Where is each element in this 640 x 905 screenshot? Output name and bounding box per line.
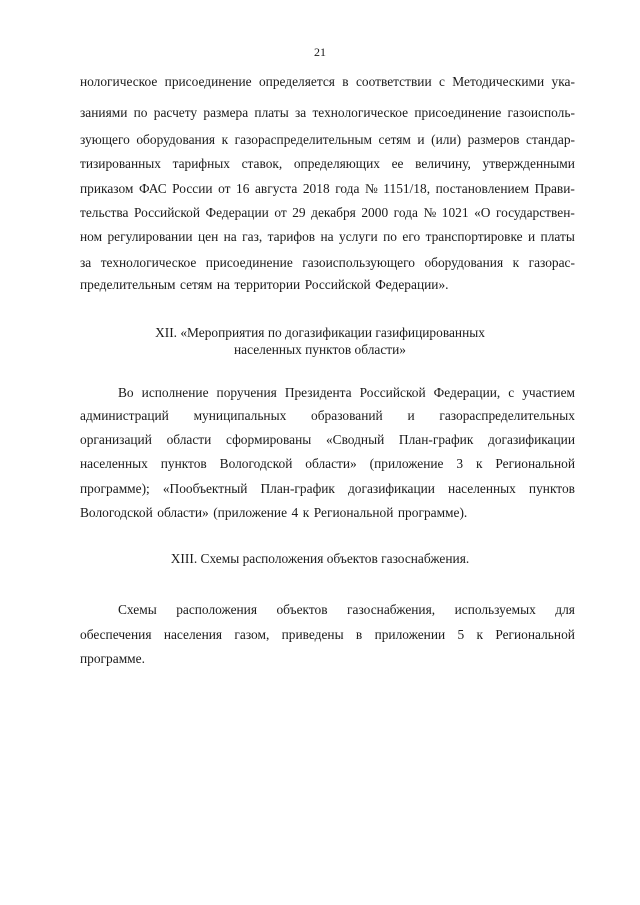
- word: газоиспользующего: [302, 255, 415, 270]
- word: транспортировке: [425, 229, 523, 244]
- word: сетям: [179, 277, 213, 292]
- word: «Пообъектный: [162, 481, 248, 496]
- word: за: [294, 105, 307, 120]
- word: организаций: [80, 432, 152, 447]
- word: к: [475, 456, 483, 471]
- word: муниципальных: [193, 408, 287, 423]
- word: №: [364, 181, 378, 196]
- word: газ,: [242, 229, 263, 244]
- paragraph-2-line-1: [118, 385, 575, 401]
- word: образований: [311, 408, 383, 423]
- word: за: [80, 255, 92, 270]
- word: его: [402, 229, 421, 244]
- word: программе.: [80, 651, 145, 666]
- word: 1021: [441, 205, 469, 220]
- word: газом,: [234, 627, 270, 642]
- word: Президента: [284, 385, 352, 400]
- word: регулировании: [107, 229, 193, 244]
- word: объектов: [276, 602, 328, 617]
- paragraph-1-line-5: [80, 181, 575, 197]
- word: области»: [305, 456, 357, 471]
- word: догазификации: [488, 432, 575, 447]
- word: Российской: [359, 385, 426, 400]
- paragraph-1-line-2: [80, 105, 575, 121]
- word: газорас-: [528, 255, 575, 270]
- word: к: [302, 505, 310, 520]
- word: территории: [234, 277, 301, 292]
- word: Вологодской: [80, 505, 153, 520]
- paragraph-2-line-6: [80, 505, 575, 521]
- word: заниями: [80, 105, 128, 120]
- word: ука-: [551, 74, 575, 89]
- word: с: [438, 74, 445, 89]
- paragraph-1-line-1: [80, 74, 575, 90]
- word: от: [274, 205, 287, 220]
- word: (приложение: [369, 456, 444, 471]
- word: сетям: [378, 132, 411, 147]
- word: 2018: [302, 181, 330, 196]
- word: постановлением: [435, 181, 530, 196]
- word: пределительным: [80, 277, 176, 292]
- word: Региональной: [495, 456, 575, 471]
- word: технологическое: [100, 255, 197, 270]
- word: технологическое: [312, 105, 409, 120]
- word: года: [393, 205, 418, 220]
- word: тарифных: [172, 156, 230, 171]
- word: администраций: [80, 408, 169, 423]
- word: зующего: [80, 132, 130, 147]
- word: приведены: [281, 627, 344, 642]
- word: пунктов: [528, 481, 575, 496]
- word: и: [527, 229, 536, 244]
- word: 16: [236, 181, 250, 196]
- section-12-title-line-2: населенных пунктов области»: [233, 342, 406, 357]
- paragraph-3-line-1: [118, 602, 575, 618]
- word: (приложение: [213, 505, 288, 520]
- page-number: 21: [314, 45, 326, 59]
- word: нологическое: [80, 74, 158, 89]
- word: Прави-: [534, 181, 575, 196]
- word: ставок,: [241, 156, 283, 171]
- word: области»: [157, 505, 209, 520]
- word: Федерации,: [433, 385, 501, 400]
- word: используемых: [454, 602, 536, 617]
- word: размера: [203, 105, 249, 120]
- paragraph-1-line-7: [80, 229, 575, 245]
- paragraph-1-line-8: [80, 255, 575, 271]
- word: утвержденными: [482, 156, 575, 171]
- word: 1151/18,: [383, 181, 431, 196]
- word: России: [172, 181, 213, 196]
- word: программе).: [397, 505, 468, 520]
- word: оборудования: [424, 255, 504, 270]
- word: №: [423, 205, 437, 220]
- word: декабря: [311, 205, 356, 220]
- word: Региональной: [313, 505, 394, 520]
- word: в: [342, 74, 349, 89]
- paragraph-1-line-4: [80, 156, 575, 172]
- word: План-график: [398, 432, 474, 447]
- word: Российской: [304, 277, 371, 292]
- word: сформированы: [226, 432, 312, 447]
- word: ном: [80, 229, 103, 244]
- word: Схемы: [118, 602, 157, 617]
- word: определяется: [258, 74, 335, 89]
- word: по: [383, 229, 397, 244]
- word: государствен-: [495, 205, 575, 220]
- word: присоединение: [205, 255, 293, 270]
- word: газоисполь-: [507, 105, 575, 120]
- word: населенных: [80, 456, 148, 471]
- word: Федерации».: [375, 277, 449, 292]
- word: на: [320, 229, 334, 244]
- word: тизированных: [80, 156, 161, 171]
- word: в: [355, 627, 363, 642]
- word: Российской: [134, 205, 201, 220]
- word: обеспечения: [80, 627, 152, 642]
- word: «О: [474, 205, 491, 220]
- word: платы: [540, 229, 575, 244]
- word: к: [221, 132, 229, 147]
- word: с: [508, 385, 515, 400]
- word: (или): [431, 132, 462, 147]
- word: расчету: [153, 105, 198, 120]
- word: программе);: [80, 481, 150, 496]
- word: 4: [291, 505, 299, 520]
- word: на: [223, 229, 237, 244]
- section-13-title: XIII. Схемы расположения объектов газоснабжения.: [170, 551, 470, 566]
- word: 29: [292, 205, 306, 220]
- word: исполнение: [141, 385, 209, 400]
- word: населенных: [448, 481, 516, 496]
- word: газораспределительным: [234, 132, 372, 147]
- word: величину,: [415, 156, 471, 171]
- word: Федерации: [205, 205, 269, 220]
- paragraph-1-line-6: [80, 205, 575, 221]
- word: по: [133, 105, 148, 120]
- word: участием: [522, 385, 575, 400]
- word: оборудования: [136, 132, 216, 147]
- paragraph-2-line-3: [80, 432, 575, 448]
- word: 3: [456, 456, 464, 471]
- word: и: [407, 408, 415, 423]
- word: к: [512, 255, 520, 270]
- word: определяющих: [293, 156, 380, 171]
- word: соответствии: [355, 74, 432, 89]
- word: 5: [457, 627, 465, 642]
- word: пунктов: [160, 456, 207, 471]
- word: догазификации: [347, 481, 435, 496]
- word: августа: [254, 181, 298, 196]
- paragraph-3-line-2: [80, 627, 575, 643]
- word: Методическими: [452, 74, 545, 89]
- section-12-title-line-1: XII. «Мероприятия по догазификации газифицированных: [155, 325, 485, 340]
- word: «Сводный: [325, 432, 385, 447]
- word: присоединение: [164, 74, 252, 89]
- word: 2000: [361, 205, 389, 220]
- word: года: [335, 181, 360, 196]
- word: услуги: [339, 229, 378, 244]
- paragraph-3-line-3: [80, 651, 575, 667]
- word: Вологодской: [219, 456, 293, 471]
- word: газоснабжения,: [347, 602, 436, 617]
- paragraph-2-line-5: [80, 481, 575, 497]
- paragraph-1-line-9: [80, 277, 575, 293]
- word: цен: [197, 229, 219, 244]
- word: приложении: [374, 627, 446, 642]
- word: размеров: [467, 132, 520, 147]
- word: к: [476, 627, 483, 642]
- word: от: [218, 181, 231, 196]
- word: на: [216, 277, 230, 292]
- word: Во: [118, 385, 134, 400]
- word: стандар-: [526, 132, 575, 147]
- word: газораспределительных: [439, 408, 575, 423]
- word: ФАС: [138, 181, 167, 196]
- word: приказом: [80, 181, 134, 196]
- word: присоединение: [414, 105, 502, 120]
- word: План-график: [260, 481, 335, 496]
- paragraph-2-line-4: [80, 456, 575, 472]
- word: населения: [163, 627, 223, 642]
- word: Региональной: [495, 627, 575, 642]
- paragraph-1-line-3: [80, 132, 575, 148]
- word: расположения: [176, 602, 258, 617]
- word: платы: [254, 105, 289, 120]
- word: поручения: [216, 385, 277, 400]
- word: и: [417, 132, 425, 147]
- word: области: [166, 432, 212, 447]
- word: ее: [391, 156, 404, 171]
- word: тарифов: [267, 229, 316, 244]
- word: для: [555, 602, 575, 617]
- paragraph-2-line-2: [80, 408, 575, 424]
- word: тельства: [80, 205, 129, 220]
